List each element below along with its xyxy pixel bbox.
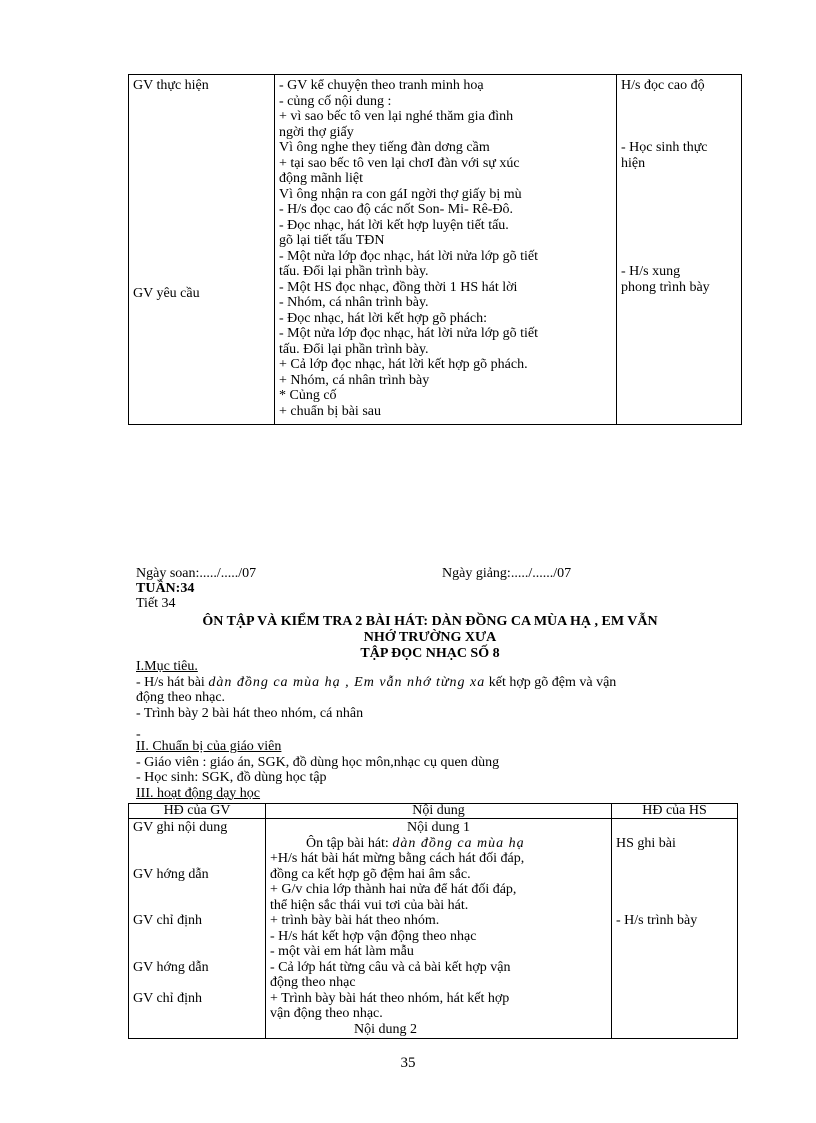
preparation-line: - Học sinh: SGK, đồ dùng học tập: [136, 770, 327, 785]
column-header-teacher: HĐ của GV: [129, 804, 266, 819]
student-activity-cell: [617, 75, 742, 425]
objectives-line: động theo nhạc.: [136, 690, 226, 705]
content-line: - củng cố nội dung :: [279, 93, 392, 109]
teacher-activity-cell: [129, 75, 275, 425]
content-line: * Củng cố: [279, 388, 337, 403]
objectives-heading: I.Mục tiêu.: [136, 659, 198, 674]
content-line: + Trình bày bài hát theo nhóm, hát kết hợp: [270, 990, 510, 1006]
activities-heading: III. hoạt động dạy học: [136, 785, 261, 801]
content-line: - Nhóm, cá nhân trình bày.: [279, 295, 429, 310]
student-activity-1: H/s đọc cao độ: [621, 78, 705, 93]
content-line: Vì ông nhận ra con gáI ngời thợ giấy bị mù: [279, 186, 522, 202]
student-activity-3a: - H/s xung: [621, 264, 681, 279]
content-heading: Nội dung 1: [407, 820, 470, 835]
content-line: + Nhóm, cá nhân trình bày: [279, 372, 430, 388]
content-cell: [266, 819, 612, 1039]
objectives-line: -: [136, 727, 141, 742]
teacher-activity: GV hớng dẫn: [133, 959, 209, 975]
student-activity: - H/s trình bày: [616, 913, 698, 928]
content-line: vận động theo nhạc.: [270, 1006, 383, 1021]
content-line: - H/s hát kết hợp vận động theo nhạc: [270, 928, 477, 944]
lesson-title-line3: TẬP ĐỌC NHẠC SỐ 8: [360, 646, 500, 661]
objectives-section: [136, 659, 736, 743]
content-line: Ôn tập bài hát: dàn đồng ca mùa hạ: [306, 835, 525, 851]
page-number: 35: [400, 1055, 416, 1071]
content-line: ngời thợ giấy: [279, 124, 354, 140]
teacher-activity: GV chỉ định: [133, 990, 202, 1006]
student-activity: HS ghi bài: [616, 835, 676, 851]
content-heading: Nội dung 2: [354, 1021, 417, 1037]
teacher-activity-1: GV thực hiện: [133, 78, 209, 93]
student-activity-2b: hiện: [621, 155, 646, 171]
content-line: - GV kể chuyện theo tranh minh hoạ: [279, 78, 484, 93]
content-line: - Đọc nhạc, hát lời kết hợp gõ phách:: [279, 310, 488, 326]
student-activity-3b: phong trình bày: [621, 279, 710, 295]
teacher-activity: GV hớng dẫn: [133, 866, 209, 882]
content-line: +H/s hát bài hát mừng bằng cách hát đối đáp,: [270, 851, 525, 866]
content-line: Vì ông nghe they tiếng đàn dơng cầm: [279, 140, 490, 155]
teacher-activity: GV chỉ định: [133, 913, 202, 928]
teacher-activity-cell: [129, 819, 266, 1039]
content-line: + Cả lớp đọc nhạc, hát lời kết hợp gõ phách.: [279, 357, 528, 372]
content-line: đồng ca kết hợp gõ đệm hai âm sắc.: [270, 866, 471, 882]
teach-date: Ngày giảng:...../....../07: [442, 566, 572, 581]
content-line: gõ lại tiết tấu TĐN: [279, 233, 385, 248]
week-label: TUẦN:34: [136, 581, 195, 596]
content-line: + tại sao bếc tô ven lại chơI đàn với sự xúc: [279, 155, 520, 171]
teacher-activity-2: GV yêu cầu: [133, 285, 200, 301]
content-line: thể hiện sắc thái vui tơi của bài hát.: [270, 897, 469, 913]
student-activity-2a: - Học sinh thực: [621, 140, 708, 155]
content-line: - một vài em hát làm mẫu: [270, 944, 414, 959]
objectives-line: - Trình bày 2 bài hát theo nhóm, cá nhân: [136, 705, 364, 721]
content-line: tấu. Đổi lại phần trình bày.: [279, 264, 429, 279]
teacher-activity: GV ghi nội dung: [133, 820, 228, 835]
content-line: - Cả lớp hát từng câu và cả bài kết hợp vận: [270, 959, 511, 975]
content-line: tấu. Đổi lại phần trình bày.: [279, 341, 429, 357]
content-line: động theo nhạc: [270, 975, 356, 990]
column-header-student: HĐ của HS: [612, 804, 738, 819]
preparation-line: - Giáo viên : giáo án, SGK, đồ dùng học môn,nhạc cụ quen dùng: [136, 754, 500, 770]
content-cell: [275, 75, 617, 425]
lesson-title-line1: ÔN TẬP VÀ KIỂM TRA 2 BÀI HÁT: DÀN ĐỒNG CA MÙA HẠ , EM VẪN: [202, 614, 658, 629]
lesson-number: Tiết 34: [136, 596, 176, 611]
content-line: động mãnh liệt: [279, 171, 363, 186]
prep-date: Ngày soan:...../...../07: [136, 566, 257, 581]
content-line: + trình bày bài hát theo nhóm.: [270, 913, 440, 928]
content-line: + chuẩn bị bài sau: [279, 403, 381, 419]
content-line: - Một nửa lớp đọc nhạc, hát lời nửa lớp gõ tiết: [279, 248, 538, 264]
content-line: - Một nửa lớp đọc nhạc, hát lời nửa lớp gõ tiết: [279, 326, 538, 341]
student-activity-cell: [612, 819, 738, 1039]
preparation-section: [136, 739, 736, 801]
lesson-title-line2: NHỚ TRƯỜNG XƯA: [363, 630, 497, 645]
preparation-heading: II. Chuẩn bị của giáo viên: [136, 739, 282, 754]
content-line: - Đọc nhạc, hát lời kết hợp luyện tiết tấu.: [279, 217, 509, 233]
content-line: + vì sao bếc tô ven lại nghé thăm gia đình: [279, 109, 514, 124]
content-line: - Một HS đọc nhạc, đồng thời 1 HS hát lời: [279, 279, 518, 295]
content-line: + G/v chia lớp thành hai nửa để hát đối đáp,: [270, 882, 517, 897]
activity-table-bottom: [128, 803, 738, 1039]
activity-table-top: [128, 74, 742, 425]
content-line: - H/s đọc cao độ các nốt Son- Mi- Rê-Đô.: [279, 202, 514, 217]
objectives-line: - H/s hát bài dàn đồng ca mùa hạ , Em vẫn nhớ từng xa kết hợp gõ đệm và vận: [136, 674, 617, 690]
column-header-content: Nội dung: [266, 804, 612, 819]
